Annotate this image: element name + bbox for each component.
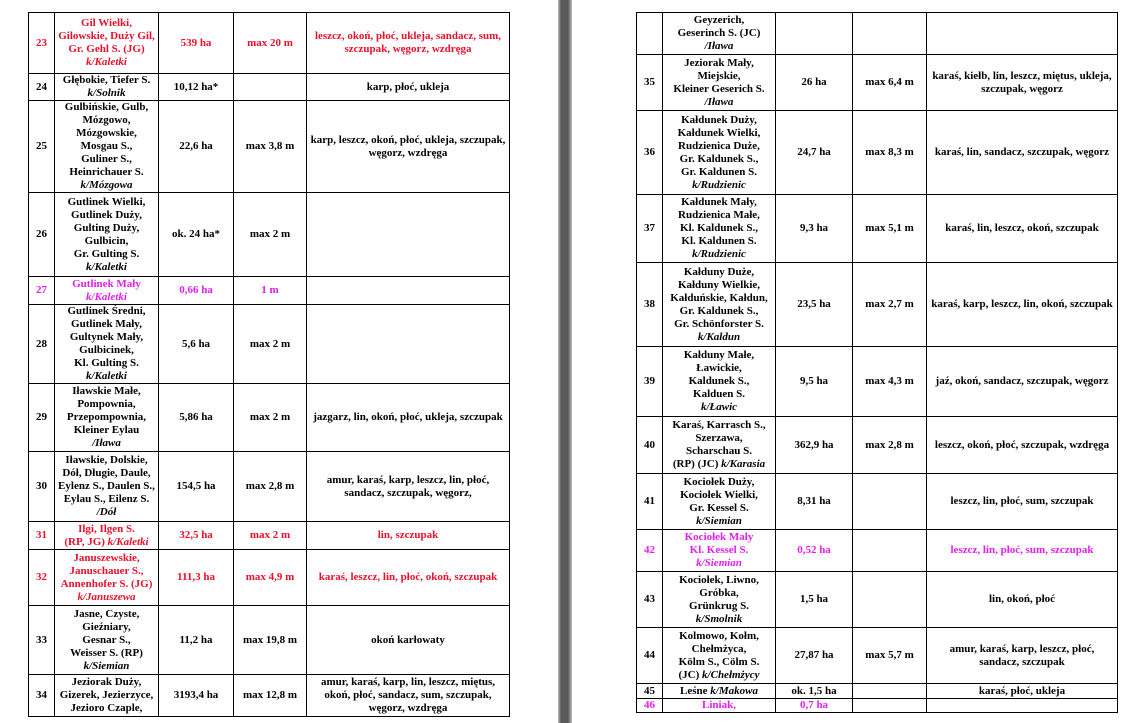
lake-fish-species: leszcz, okoń, płoć, szczupak, wzdręga <box>927 417 1118 474</box>
lake-area: 9,5 ha <box>776 347 853 417</box>
lake-fish-species <box>927 13 1118 55</box>
lake-name: Gesnar S., <box>82 633 131 646</box>
table-row <box>637 699 1118 713</box>
lake-name: Kociołek Wielki, <box>680 488 758 501</box>
lake-fish-species: karaś, kiełb, lin, leszcz, miętus, ukleja, szczupak, węgorz <box>927 55 1118 111</box>
lake-name: Mózgowskie, <box>76 127 137 139</box>
lake-fish-species: leszcz, lin, płoć, sum, szczupak <box>927 474 1118 530</box>
table-row <box>29 277 510 305</box>
lake-name: Rudzienica Duże, <box>678 139 760 152</box>
lake-locality: k/Kaldun <box>697 330 741 343</box>
lake-names-cell <box>663 474 776 530</box>
table-row <box>29 305 510 384</box>
lake-fish-species <box>307 193 510 277</box>
lake-names-cell <box>55 550 159 606</box>
lake-number: 32 <box>29 550 55 606</box>
lake-names-cell <box>663 417 776 474</box>
lake-name: Ławickie, <box>696 362 742 374</box>
lake-names-cell <box>55 277 159 305</box>
lake-area: 32,5 ha <box>159 522 234 550</box>
lake-name: Miejskie, <box>697 69 741 82</box>
lake-number: 33 <box>29 606 55 675</box>
lake-locality: k/Siemian <box>696 514 742 527</box>
table-row <box>29 675 510 717</box>
lake-area: ok. 1,5 ha <box>776 684 853 699</box>
lake-depth: max 3,8 m <box>234 101 307 193</box>
lake-name: Dół, Długie, Daule, <box>62 467 151 479</box>
table-row <box>29 74 510 101</box>
table-row <box>637 530 1118 572</box>
lake-names-cell <box>55 13 159 74</box>
lake-number <box>637 13 663 55</box>
lake-name: Gulbicinek, <box>79 344 134 356</box>
lake-name: Gr. Kessel S. <box>689 501 749 514</box>
lake-name: Kociołek, Liwno, <box>679 573 759 586</box>
lake-name: Kleiner Geserich S. <box>673 82 765 95</box>
lake-name: Kölm S., Cölm S. <box>678 655 760 668</box>
lake-fish-species: amur, karaś, karp, lin, leszcz, miętus, okoń, płoć, sandacz, sum, szczupak, węgorz, wzdręga <box>307 675 510 717</box>
table-row <box>29 606 510 675</box>
lake-area: 111,3 ha <box>159 550 234 606</box>
lake-depth <box>853 530 927 572</box>
lake-number: 30 <box>29 452 55 522</box>
lake-name: Gutlinek Średni, <box>67 305 146 317</box>
lake-name: Kałduńskie, Kałdun, <box>670 291 768 304</box>
lake-fish-species: amur, karaś, karp, leszcz, lin, płoć, sandacz, szczupak, węgorz, <box>307 452 510 522</box>
lake-name: Eylau S., Eilenz S. <box>63 493 150 505</box>
lake-names-cell <box>55 193 159 277</box>
lake-name: Gultynek Mały, <box>69 331 144 343</box>
lake-number: 34 <box>29 675 55 717</box>
lake-name: Gr. Kaldunek S., <box>679 152 759 165</box>
lake-name: Grünkrug S. <box>689 599 749 612</box>
lake-name: Eylenz S., Daulen S., <box>58 480 155 492</box>
lake-name: Geyzerich, <box>693 14 745 26</box>
lake-fish-species: jaź, okoń, sandacz, szczupak, węgorz <box>927 347 1118 417</box>
lake-area: 0,66 ha <box>159 277 234 305</box>
lake-number: 35 <box>637 55 663 111</box>
lake-name: Kalduen S. <box>693 388 745 400</box>
lake-name: Pompownia, <box>77 398 136 410</box>
lake-name: Heinrichauer S. <box>69 166 144 178</box>
lake-names-cell <box>663 572 776 628</box>
lake-area: 539 ha <box>159 13 234 74</box>
lake-number: 23 <box>29 13 55 74</box>
lake-area <box>776 13 853 55</box>
left-page <box>0 0 558 723</box>
lake-name: Gieźniary, <box>82 620 131 633</box>
lake-names-cell <box>55 305 159 384</box>
lake-area: 8,31 ha <box>776 474 853 530</box>
lake-fish-species: karaś, lin, sandacz, szczupak, węgorz <box>927 111 1118 195</box>
lake-depth: max 4,9 m <box>234 550 307 606</box>
lake-area: 1,5 ha <box>776 572 853 628</box>
lake-name: Gr. Gehl S. (JG) <box>68 43 145 55</box>
lake-name: Gr. Gulting S. <box>73 247 140 260</box>
lake-fish-species <box>307 305 510 384</box>
lake-number: 41 <box>637 474 663 530</box>
lake-fish-species: jazgarz, lin, okoń, płoć, ukleja, szczupak <box>307 384 510 452</box>
lake-name: Guliner S., <box>81 153 132 165</box>
lake-fish-species: karaś, karp, leszcz, lin, okoń, szczupak <box>927 263 1118 347</box>
lake-name: Iławskie, Dolskie, <box>65 454 148 466</box>
lake-fish-species <box>307 277 510 305</box>
lake-area: 27,87 ha <box>776 628 853 684</box>
table-row <box>637 111 1118 195</box>
table-row <box>29 101 510 193</box>
lake-depth <box>853 572 927 628</box>
lake-depth: max 4,3 m <box>853 347 927 417</box>
table-row <box>637 13 1118 55</box>
lake-name: Liniak, <box>702 699 736 711</box>
lake-number: 31 <box>29 522 55 550</box>
lake-name: Rudzienica Małe, <box>678 209 760 221</box>
lake-locality: k/Kaletki <box>86 260 127 273</box>
lake-number: 44 <box>637 628 663 684</box>
lakes-table-right <box>636 12 1118 713</box>
lake-locality: k/Rudzienic <box>692 248 746 260</box>
lake-area: 0,7 ha <box>776 699 853 713</box>
lake-name: Przepompownia, <box>66 411 147 423</box>
lake-name: Kałdunek Wielki, <box>677 126 761 139</box>
lake-number: 40 <box>637 417 663 474</box>
lakes-table-left <box>28 12 510 717</box>
lake-name: Szerzawa, <box>695 432 743 444</box>
lake-fish-species: amur, karaś, karp, leszcz, płoć, sandacz, szczupak <box>927 628 1118 684</box>
lake-name-line <box>664 685 774 698</box>
lake-names-cell <box>55 522 159 550</box>
page-gutter <box>558 0 572 723</box>
lake-number: 26 <box>29 193 55 277</box>
lake-locality: k/Kaletki <box>86 56 127 68</box>
lake-area: 154,5 ha <box>159 452 234 522</box>
lake-names-cell <box>55 606 159 675</box>
table-row <box>637 628 1118 684</box>
table-row <box>637 55 1118 111</box>
lake-depth: max 2,8 m <box>853 417 927 474</box>
lake-fish-species: karaś, lin, leszcz, okoń, szczupak <box>927 195 1118 263</box>
lake-number: 25 <box>29 101 55 193</box>
lake-name: Gutlinek Mały, <box>71 318 142 330</box>
lake-area: ok. 24 ha* <box>159 193 234 277</box>
lake-depth <box>853 474 927 530</box>
lake-locality: /Iława <box>704 95 734 108</box>
lake-depth: max 2 m <box>234 193 307 277</box>
lake-depth: max 6,4 m <box>853 55 927 111</box>
lake-names-cell <box>663 195 776 263</box>
lake-name: Mózgowo, <box>82 114 131 126</box>
lake-depth: max 2 m <box>234 522 307 550</box>
lake-depth <box>853 699 927 713</box>
lake-name: Scharschau S. <box>685 445 753 457</box>
lake-name: Gutlinek Mały <box>72 277 141 290</box>
lake-depth: max 5,1 m <box>853 195 927 263</box>
lake-name: Januszewskie, <box>73 551 140 564</box>
right-page <box>572 0 1141 723</box>
lake-name: Kałduny Wielkie, <box>677 278 761 291</box>
lake-number: 37 <box>637 195 663 263</box>
lake-locality: k/Mózgowa <box>80 179 133 191</box>
lake-fish-species: karp, płoć, ukleja <box>307 74 510 101</box>
lake-name: Ilgi, Ilgen S. <box>78 522 135 535</box>
lake-name-line <box>56 536 157 549</box>
lake-area: 11,2 ha <box>159 606 234 675</box>
table-row <box>637 474 1118 530</box>
lake-name: Gulbińskie, Gulb, <box>64 101 149 113</box>
lake-name: Leśne <box>680 684 708 697</box>
lake-number: 28 <box>29 305 55 384</box>
lake-name: Kałdunek Duży, <box>681 113 757 126</box>
table-row <box>637 417 1118 474</box>
lake-area: 24,7 ha <box>776 111 853 195</box>
lake-name: Gulbicin, <box>84 234 129 247</box>
lake-names-cell <box>663 628 776 684</box>
lake-name: Jezioro Czaple, <box>70 702 143 714</box>
lake-depth <box>853 13 927 55</box>
lake-area: 26 ha <box>776 55 853 111</box>
lake-name: Mosgau S., <box>80 140 133 152</box>
lake-name: Chełmżyca, <box>691 642 747 655</box>
lake-locality: k/Siemian <box>696 557 742 569</box>
lake-depth: max 2,7 m <box>853 263 927 347</box>
lake-locality: k/Rudzienic <box>692 178 746 191</box>
lake-depth: max 8,3 m <box>853 111 927 195</box>
lake-fish-species: lin, szczupak <box>307 522 510 550</box>
lake-fish-species: leszcz, lin, płoć, sum, szczupak <box>927 530 1118 572</box>
lake-name: Iławskie Małe, <box>72 385 141 397</box>
lake-name: Kl. Kaldunen S. <box>681 235 757 247</box>
lake-number: 27 <box>29 277 55 305</box>
lake-locality: k/Karasia <box>721 458 766 470</box>
lake-names-cell <box>55 74 159 101</box>
lake-names-cell <box>663 13 776 55</box>
lake-number: 45 <box>637 684 663 699</box>
lake-area: 5,6 ha <box>159 305 234 384</box>
lake-names-cell <box>663 684 776 699</box>
lake-fish-species: leszcz, okoń, płoć, ukleja, sandacz, sum, szczupak, węgorz, wzdręga <box>307 13 510 74</box>
lake-number: 43 <box>637 572 663 628</box>
table-row <box>29 550 510 606</box>
lake-number: 36 <box>637 111 663 195</box>
lake-area: 362,9 ha <box>776 417 853 474</box>
lake-name: Weisser S. (RP) <box>70 646 143 659</box>
lake-name: Kałdunek Mały, <box>681 196 757 208</box>
lake-number: 24 <box>29 74 55 101</box>
lake-names-cell <box>55 675 159 717</box>
lake-name: Gutlinek Wielki, <box>67 195 146 208</box>
lake-name: Gil Wielki, <box>81 17 132 29</box>
lake-fish-species: okoń karłowaty <box>307 606 510 675</box>
lake-locality: k/Ławic <box>700 401 738 413</box>
lake-name-line <box>664 669 774 682</box>
lake-name: Gulting Duży, <box>73 221 140 234</box>
lake-locality: k/Solnik <box>87 87 126 99</box>
lake-depth: max 2 m <box>234 305 307 384</box>
table-row <box>29 522 510 550</box>
lake-name: Geserinch S. (JC) <box>677 27 761 39</box>
lake-fish-species <box>927 699 1118 713</box>
lake-locality: k/Kaletki <box>86 370 127 382</box>
lake-name: Gilowskie, Duży Gil, <box>58 30 155 42</box>
lake-name: Gr. Kaldunen S. <box>680 165 757 178</box>
lake-name: Głębokie, Tiefer S. <box>62 74 151 86</box>
lake-name: (RP) (JC) <box>672 458 719 470</box>
table-row <box>637 684 1118 699</box>
lake-locality: k/Makowa <box>710 684 758 697</box>
table-row <box>29 13 510 74</box>
lake-name-line <box>664 458 774 471</box>
lake-locality: k/Siemian <box>83 659 130 672</box>
lake-name: Jasne, Czyste, <box>73 607 140 620</box>
lake-area: 22,6 ha <box>159 101 234 193</box>
lake-area: 0,52 ha <box>776 530 853 572</box>
lake-names-cell <box>663 263 776 347</box>
lake-fish-species: lin, okoń, płoć <box>927 572 1118 628</box>
lake-names-cell <box>663 347 776 417</box>
lake-name: (RP, JG) <box>64 535 105 548</box>
lake-depth: max 19,8 m <box>234 606 307 675</box>
table-row <box>29 384 510 452</box>
lake-depth: max 2 m <box>234 384 307 452</box>
lake-depth: 1 m <box>234 277 307 305</box>
table-row <box>637 195 1118 263</box>
lake-locality: k/Smolnik <box>695 612 743 625</box>
lake-name: Januschauer S., <box>69 564 144 577</box>
lake-name: Gr. Kaldunek S., <box>679 304 759 317</box>
lake-number: 29 <box>29 384 55 452</box>
lake-number: 46 <box>637 699 663 713</box>
lake-name: Kałduny Małe, <box>683 349 755 361</box>
lake-depth <box>234 74 307 101</box>
lake-names-cell <box>663 530 776 572</box>
lake-note: (JC) <box>678 668 700 681</box>
lake-locality: /Iława <box>704 40 734 52</box>
lake-locality: k/Januszewa <box>77 590 136 603</box>
lake-name: Kleiner Eylau <box>73 424 140 436</box>
lake-locality: k/Kaletki <box>86 290 127 303</box>
lake-name: Gutlinek Duży, <box>71 208 142 221</box>
lake-name: Kociołek Duży, <box>683 475 755 488</box>
table-row <box>29 452 510 522</box>
lake-area: 5,86 ha <box>159 384 234 452</box>
lake-depth: max 12,8 m <box>234 675 307 717</box>
lake-name: Jeziorak Duży, <box>71 676 142 688</box>
lake-locality: k/Chełmżycy <box>702 668 760 681</box>
lake-name: Karaś, Karrasch S., <box>672 419 766 431</box>
lake-name: Kl. Kaldunek S., <box>680 222 758 234</box>
lake-names-cell <box>55 101 159 193</box>
table-row <box>29 193 510 277</box>
lake-name: Gróbka, <box>699 586 739 599</box>
lake-area: 23,5 ha <box>776 263 853 347</box>
lake-number: 38 <box>637 263 663 347</box>
lake-locality: k/Kaletki <box>107 535 149 548</box>
lake-name: Kl. Kessel S. <box>689 544 749 556</box>
lake-locality: /Iława <box>92 437 121 449</box>
lake-locality: /Dół <box>96 506 117 518</box>
lake-names-cell <box>663 55 776 111</box>
lake-number: 42 <box>637 530 663 572</box>
lake-area: 3193,4 ha <box>159 675 234 717</box>
lake-name: Kaldunek S., <box>688 375 750 387</box>
lake-depth: max 20 m <box>234 13 307 74</box>
lake-depth: max 2,8 m <box>234 452 307 522</box>
lake-depth: max 5,7 m <box>853 628 927 684</box>
lake-fish-species: karaś, leszcz, lin, płoć, okoń, szczupak <box>307 550 510 606</box>
lake-name: Gr. Schönforster S. <box>674 317 764 330</box>
lake-name-line <box>56 357 157 383</box>
lake-name: Jeziorak Mały, <box>684 56 754 69</box>
table-row <box>637 572 1118 628</box>
lake-name: Gizerek, Jezierzyce, <box>59 689 154 701</box>
lake-fish-species: karaś, płoć, ukleja <box>927 684 1118 699</box>
lake-area: 10,12 ha* <box>159 74 234 101</box>
lake-name: Kl. Gulting S. <box>74 357 139 369</box>
lake-names-cell <box>55 384 159 452</box>
lake-name: Kolmowo, Kołm, <box>679 629 759 642</box>
table-row <box>637 263 1118 347</box>
lake-names-cell <box>663 699 776 713</box>
lake-depth <box>853 684 927 699</box>
lake-name: Kociołek Mały <box>684 531 754 543</box>
lake-name: Annenhofer S. (JG) <box>60 577 153 590</box>
lake-fish-species: karp, leszcz, okoń, płoć, ukleja, szczupak, węgorz, wzdręga <box>307 101 510 193</box>
lake-area: 9,3 ha <box>776 195 853 263</box>
lake-names-cell <box>55 452 159 522</box>
lake-names-cell <box>663 111 776 195</box>
lake-number: 39 <box>637 347 663 417</box>
table-row <box>637 347 1118 417</box>
lake-name: Kałduny Duże, <box>683 265 755 278</box>
